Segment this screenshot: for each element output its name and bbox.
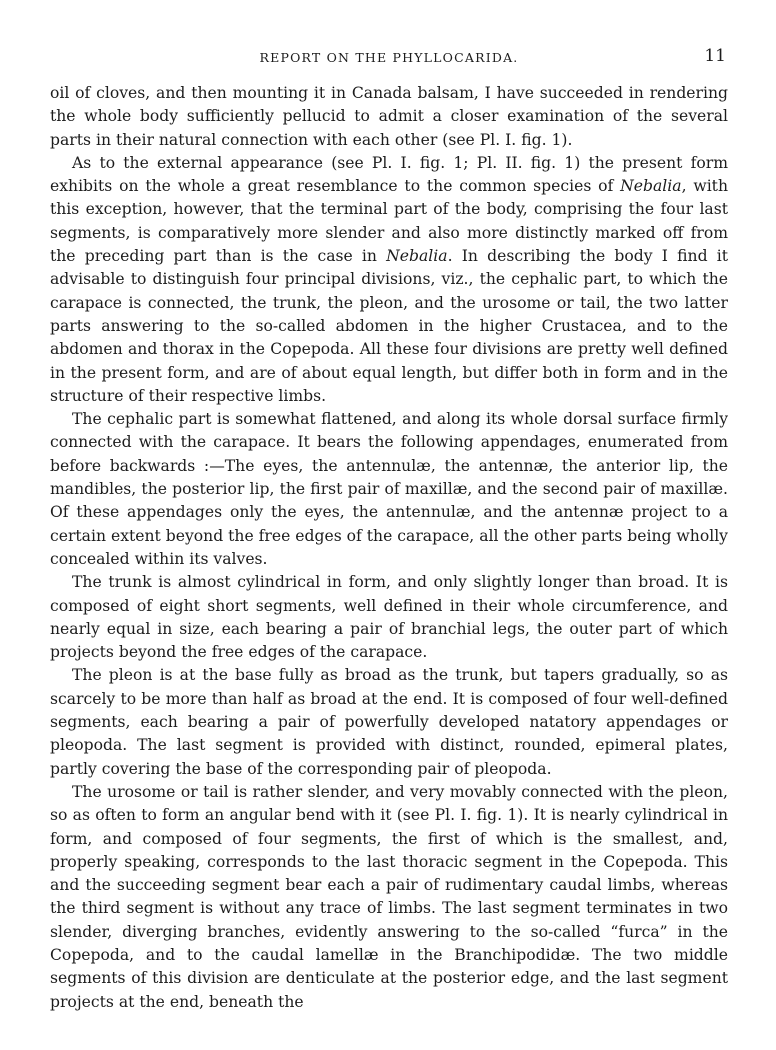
paragraph-5 [50, 664, 728, 780]
paragraph-text: , with this exception, however, that the terminal part of the body, comprising the four last segments, is comparatively more slender and also more distinctly marked off from the preceding part than is the case in [50, 177, 728, 266]
page-number: 11 [704, 46, 726, 66]
paragraph-text: As to the external appearance (see Pl. I. fig. 1; Pl. II. fig. 1) the present form exhibits on the whole a great resemblance to the common species of [50, 153, 728, 196]
genus-name-italic: Nebalia [386, 247, 448, 266]
paragraph-1 [50, 82, 728, 152]
paragraph-text: The trunk is almost cylindrical in form, and only slightly longer than broad. It is composed of eight short segments, well defined in their whole circumference, and nearly equal in size, each bearing a pair of branchial legs, the outer part of which projects beyond the free edges of the carapace. [50, 573, 728, 662]
running-title: REPORT ON THE PHYLLOCARIDA. [259, 50, 519, 65]
paragraph-3 [50, 408, 728, 571]
paragraph-4 [50, 571, 728, 664]
paragraph-text: . In describing the body I find it advisable to distinguish four principal divisions, viz., the cephalic part, to which the carapace is connected, the trunk, the pleon, and the urosome or tail, the two latter parts answering to the so-called abdomen in the higher Crustacea, and to the abdomen and thorax in the Copepoda. All these four divisions are pretty well defined in the present form, and are of about equal length, but differ both in form and in the structure of their respective limbs. [50, 247, 729, 405]
paragraph-text: oil of cloves, and then mounting it in Canada balsam, I have succeeded in rendering the whole body sufficiently pellucid to admit a closer examination of the several parts in their natural connection with each other (see Pl. I. fig. 1). [50, 84, 728, 149]
page [50, 46, 728, 1014]
paragraph-text: The pleon is at the base fully as broad as the trunk, but tapers gradually, so as scarcely to be more than half as broad at the end. It is composed of four well-defined segments, each bearing a pair of powerfully developed natatory appendages or pleopoda. The last segment is provided with distinct, rounded, epimeral plates, partly covering the base of the corresponding pair of pleopoda. [50, 666, 728, 778]
genus-name-italic: Nebalia [620, 177, 682, 196]
running-head [50, 46, 728, 68]
paragraph-2 [50, 152, 728, 408]
body-text [50, 82, 728, 1014]
paragraph-text: The cephalic part is somewhat flattened, and along its whole dorsal surface firmly connected with the carapace. It bears the following appendages, enumerated from before backwards :—The eyes, the antennulæ, the antennæ, the anterior lip, the mandibles, the posterior lip, the first pair of maxillæ, and the second pair of maxillæ. Of these appendages only the eyes, the antennulæ, and the antennæ project to a certain extent beyond the free edges of the carapace, all the other parts being wholly concealed within its valves. [50, 410, 728, 568]
paragraph-6 [50, 781, 728, 1014]
paragraph-text: The urosome or tail is rather slender, and very movably connected with the pleon, so as often to form an angular bend with it (see Pl. I. fig. 1). It is nearly cylindrical in form, and composed of four segments, the first of which is the smallest, and, properly speaking, corresponds to the last thoracic segment in the Copepoda. This and the succeeding segment bear each a pair of rudimentary caudal limbs, whereas the third segment is without any trace of limbs. The last segment terminates in two slender, diverging branches, evidently answering to the so-called “furca” in the Copepoda, and to the caudal lamellæ in the Branchipodidæ. The two middle segments of this division are denticulate at the posterior edge, and the last segment projects at the end, beneath the [50, 782, 728, 1011]
